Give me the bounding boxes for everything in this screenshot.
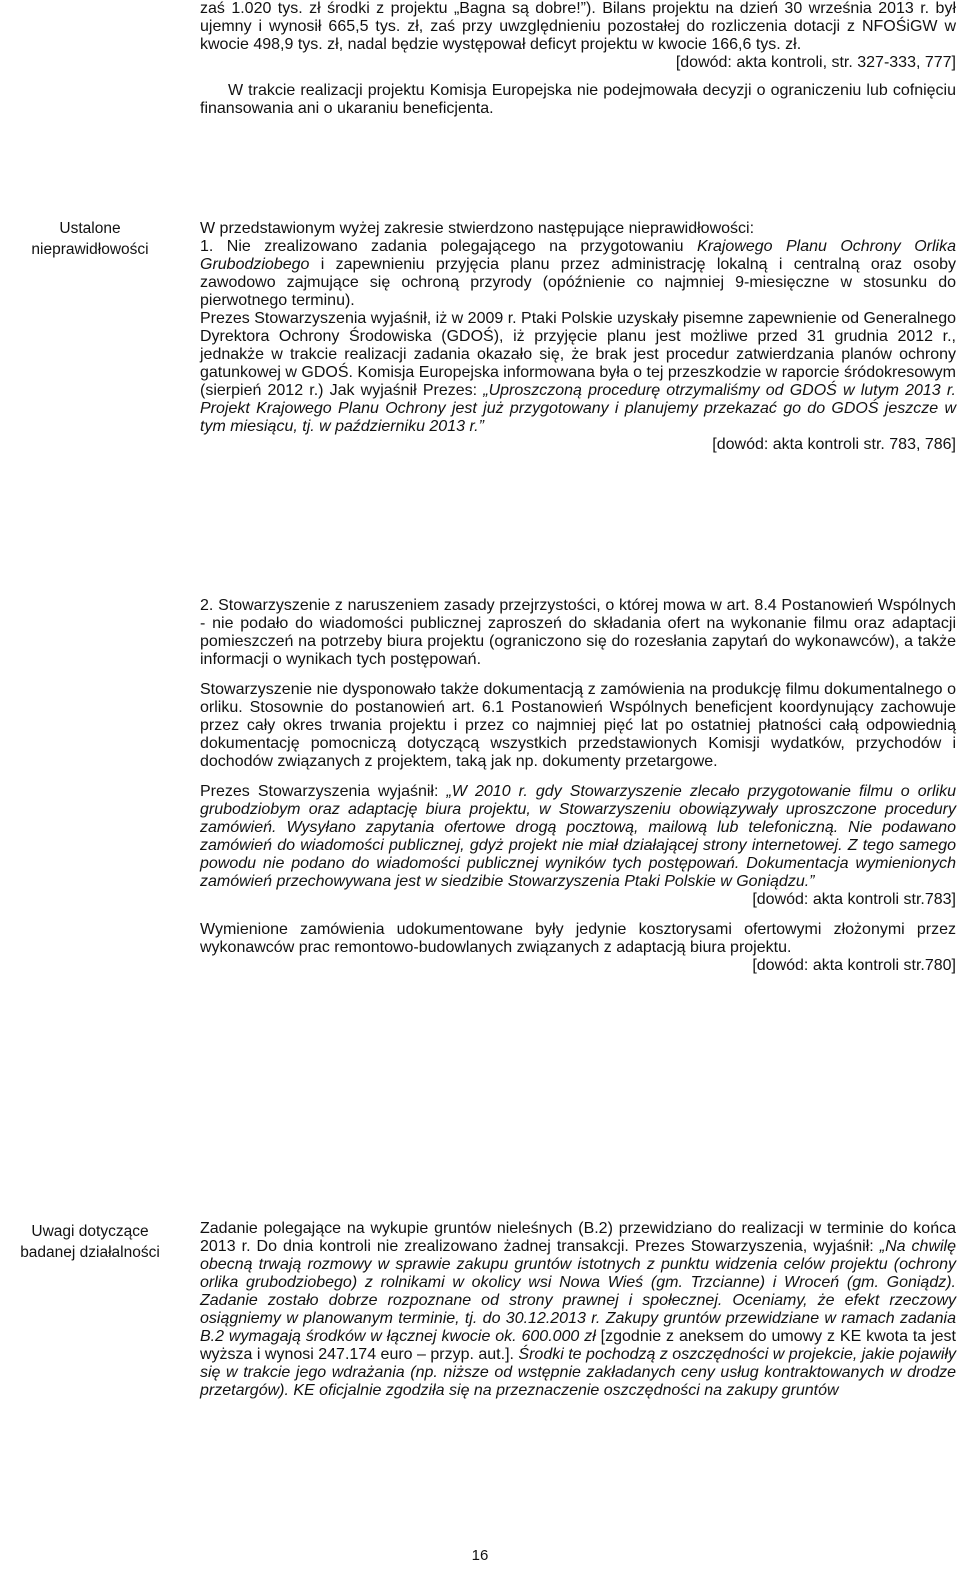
section-item-2 [200,597,956,975]
paragraph-president-explanation-2: Prezes Stowarzyszenia wyjaśnił: „W 2010 r. gdy Stowarzyszenie zlecało przygotowanie filmu o orliku grubodziobym oraz adaptację biura projektu, w Stowarzyszeniu obowiązywały uproszczone procedury zamówień. Wysyłano zapytania ofertowe drogą pocztową, mailową lub telefoniczną. Nie podawano zamówień do wiadomości publicznej, gdyż projekt nie miał działającej strony internetowej. Z tego samego powodu nie podano do wiadomości publicznej wyników tych postępowań. Dokumentacja wymienionych zamówień przechowywana jest w siedzibie Stowarzyszenia Ptaki Polskie w Goniądzu.” [200,783,956,890]
item-1: 1. Nie zrealizowano zadania polegającego na przygotowaniu Krajowego Planu Ochrony Orlika Grubodziobego i zapewnieniu przyjęcia planu przez administrację lokalną i centralną oraz osoby zawodowo zajmujące się ochroną przyrody (opóźnienie co najmniej 9-miesięczne w stosunku do pierwotnego terminu). [200,238,957,309]
paragraph-president-explanation: Prezes Stowarzyszenia wyjaśnił, iż w 2009 r. Ptaki Polskie uzyskały pisemne zapewnienie od Generalnego Dyrektora Ochrony Środowiska (GDOŚ), iż przyjęcie planu jest możliwe przed 31 grudnia 2012 r., jednakże w trakcie realizacji zadania okazało się, że brak jest procedur zatwierdzania planów ochrony gatunkowej w GDOŚ. Komisja Europejska informowana była o tej przeszkodzie w raporcie śródokresowym (sierpień 2012 r.) Jak wyjaśnił Prezes: „Uproszczoną procedurę otrzymaliśmy od GDOŚ w lutym 2013 r. Projekt Krajowego Planu Ochrony jest już przygotowany i planujemy przekazać go do GDOŚ jeszcze w tym miesiącu, tj. w październiku 2013 r.” [200,310,956,435]
intro-block [200,0,956,118]
paragraph-commission: W trakcie realizacji projektu Komisja Europejska nie podejmowała decyzji o ograniczeniu lub cofnięciu finansowania ani o ukaraniu beneficjenta. [200,82,956,117]
section-intro: W przedstawionym wyżej zakresie stwierdzono następujące nieprawidłowości: [200,220,755,237]
section-irregularities [200,220,956,454]
paragraph-land-purchase: Zadanie polegające na wykupie gruntów nieleśnych (B.2) przewidziano do realizacji w terminie do końca 2013 r. Do dnia kontroli nie zrealizowano żadnej transakcji. Prezes Stowarzyszenia, wyjaśnił: „Na chwilę obecną trwają rozmowy w sprawie zakupu gruntów istotnych z punktu widzenia celów projektu (ochrony orlika grubodziobego) z rolnikami w okolicy wsi Nowa Wieś (gm. Trzcianne) i Wroceń (gm. Goniądz). Zadanie zostało dobrze rozpoznane od strony prawnej i społecznej. Oceniamy, że efekt rzeczowy osiągniemy w planowanym terminie, tj. do 30.12.2013 r. Zakupy gruntów przewidziane w ramach zadania B.2 wymagają środków w łącznej kwocie ok. 600.000 zł [zgodnie z aneksem do umowy z KE kwota ta jest wyższa i wynosi 247.174 euro – przyp. aut.]. Środki te pochodzą z oszczędności w projekcie, jakie pojawiły się w trakcie jego wdrażania (np. niższe od wstępnie zakładanych ceny usług kontraktowanych w drodze przetargów). KE oficjalnie zgodziła się na przeznaczenie oszczędności na zakupy gruntów [200,1220,957,1399]
section-remarks [200,1220,956,1400]
paragraph-balance: zaś 1.020 tys. zł środki z projektu „Bagna są dobre!”). Bilans projektu na dzień 30 września 2013 r. był ujemny i wynosił 665,5 tys. zł, zaś przy uwzględnieniu pozostałej do rozliczenia dotacji z NFOŚiGW w kwocie 498,9 tys. zł, nadal będzie występował deficyt projektu w kwocie 166,6 tys. zł. [200,0,956,53]
page-number: 16 [471,1547,489,1564]
paragraph-documentation: Stowarzyszenie nie dysponowało także dokumentacją z zamówienia na produkcję filmu dokumentalnego o orliku. Stosownie do postanowień art. 6.1 Postanowień Wspólnych beneficjent koordynujący zachowuje przez cały okres trwania projektu i przez co najmniej pięć lat po ostatniej płatności całą odpowiednią dokumentację pomocniczą dotyczącą wszystkich przedstawionych Komisji wydatków, przychodów i dochodów związanych z projektem, taką jak np. dokumenty przetargowe. [200,681,956,770]
evidence-ref: [dowód: akta kontroli str.780] [752,957,956,974]
evidence-ref: [dowód: akta kontroli, str. 327-333, 777] [675,54,956,71]
margin-note-irregularities: Ustalone nieprawidłowości [31,220,149,258]
item-2: 2. Stowarzyszenie z naruszeniem zasady przejrzystości, o której mowa w art. 8.4 Postanowień Wspólnych - nie podało do wiadomości publicznej zaproszeń do składania ofert na wykonanie filmu oraz adaptacji pomieszczeń na potrzeby biura projektu (ograniczono się do rozesłania zapytań do wykonawców), a także informacji o wynikach tych postępowań. [200,597,956,668]
evidence-ref: [dowód: akta kontroli str.783] [752,891,956,908]
margin-note-remarks: Uwagi dotyczące badanej działalności [20,1223,160,1261]
paragraph-orders: Wymienione zamówienia udokumentowane były jedynie kosztorysami ofertowymi złożonymi przez wykonawców prac remontowo-budowlanych związanych z adaptacją biura projektu. [200,921,956,956]
evidence-ref: [dowód: akta kontroli str. 783, 786] [712,436,956,453]
